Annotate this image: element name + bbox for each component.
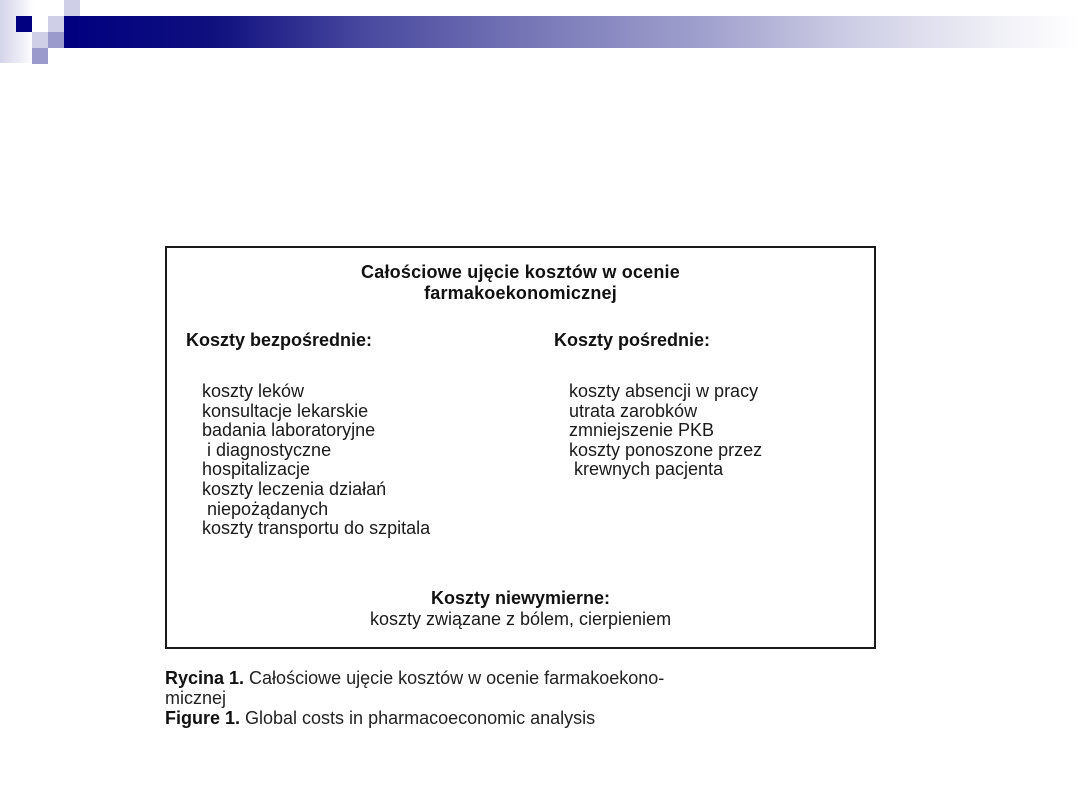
list-item: krewnych pacjenta	[569, 459, 724, 480]
figure-title	[167, 262, 874, 304]
header-gradient-bar	[64, 16, 1080, 48]
list-item: badania laboratoryjne	[202, 420, 376, 441]
decorative-square-mid	[48, 32, 64, 48]
intangible-costs-section	[167, 588, 874, 630]
caption-polish-text: Całościowe ujęcie kosztów w ocenie farmakoekono-	[244, 668, 665, 688]
figure-title-line: Całościowe ujęcie kosztów w ocenie	[361, 262, 680, 282]
figure-title-line: farmakoekonomicznej	[424, 283, 617, 303]
caption-polish-line-2: micznej	[165, 688, 227, 708]
indirect-costs-list	[569, 382, 762, 480]
decorative-square-navy	[16, 16, 32, 32]
list-item: zmniejszenie PKB	[569, 420, 715, 441]
decorative-square-mid	[32, 48, 48, 64]
decorative-square-light	[48, 16, 64, 32]
caption-english-line	[165, 708, 885, 728]
list-item: koszty leków	[202, 381, 305, 401]
caption-polish-label: Rycina 1.	[165, 668, 245, 688]
decorative-square-light	[64, 0, 80, 16]
direct-costs-list	[202, 382, 430, 539]
list-item: koszty absencji w pracy	[569, 381, 759, 401]
intangible-costs-text: koszty związane z bólem, cierpieniem	[369, 609, 672, 629]
direct-costs-heading: Koszty bezpośrednie:	[186, 330, 373, 350]
caption-polish-line-1	[165, 668, 885, 688]
list-item: koszty ponoszone przez	[569, 439, 763, 460]
figure-caption	[165, 668, 885, 728]
caption-english-label: Figure 1.	[165, 708, 241, 728]
list-item: niepożądanych	[202, 498, 329, 519]
decorative-square-light	[32, 32, 48, 48]
slide-header-decoration	[0, 0, 1080, 70]
figure-box	[165, 246, 876, 649]
list-item: i diagnostyczne	[202, 439, 332, 460]
intangible-costs-heading: Koszty niewymierne:	[430, 588, 611, 608]
list-item: hospitalizacje	[202, 459, 311, 480]
list-item: koszty transportu do szpitala	[202, 518, 431, 539]
list-item: konsultacje lekarskie	[202, 400, 369, 421]
indirect-costs-heading: Koszty pośrednie:	[554, 330, 711, 350]
list-item: koszty leczenia działań	[202, 478, 387, 499]
caption-english-text: Global costs in pharmacoeconomic analysis	[240, 708, 596, 728]
list-item: utrata zarobków	[569, 400, 698, 421]
